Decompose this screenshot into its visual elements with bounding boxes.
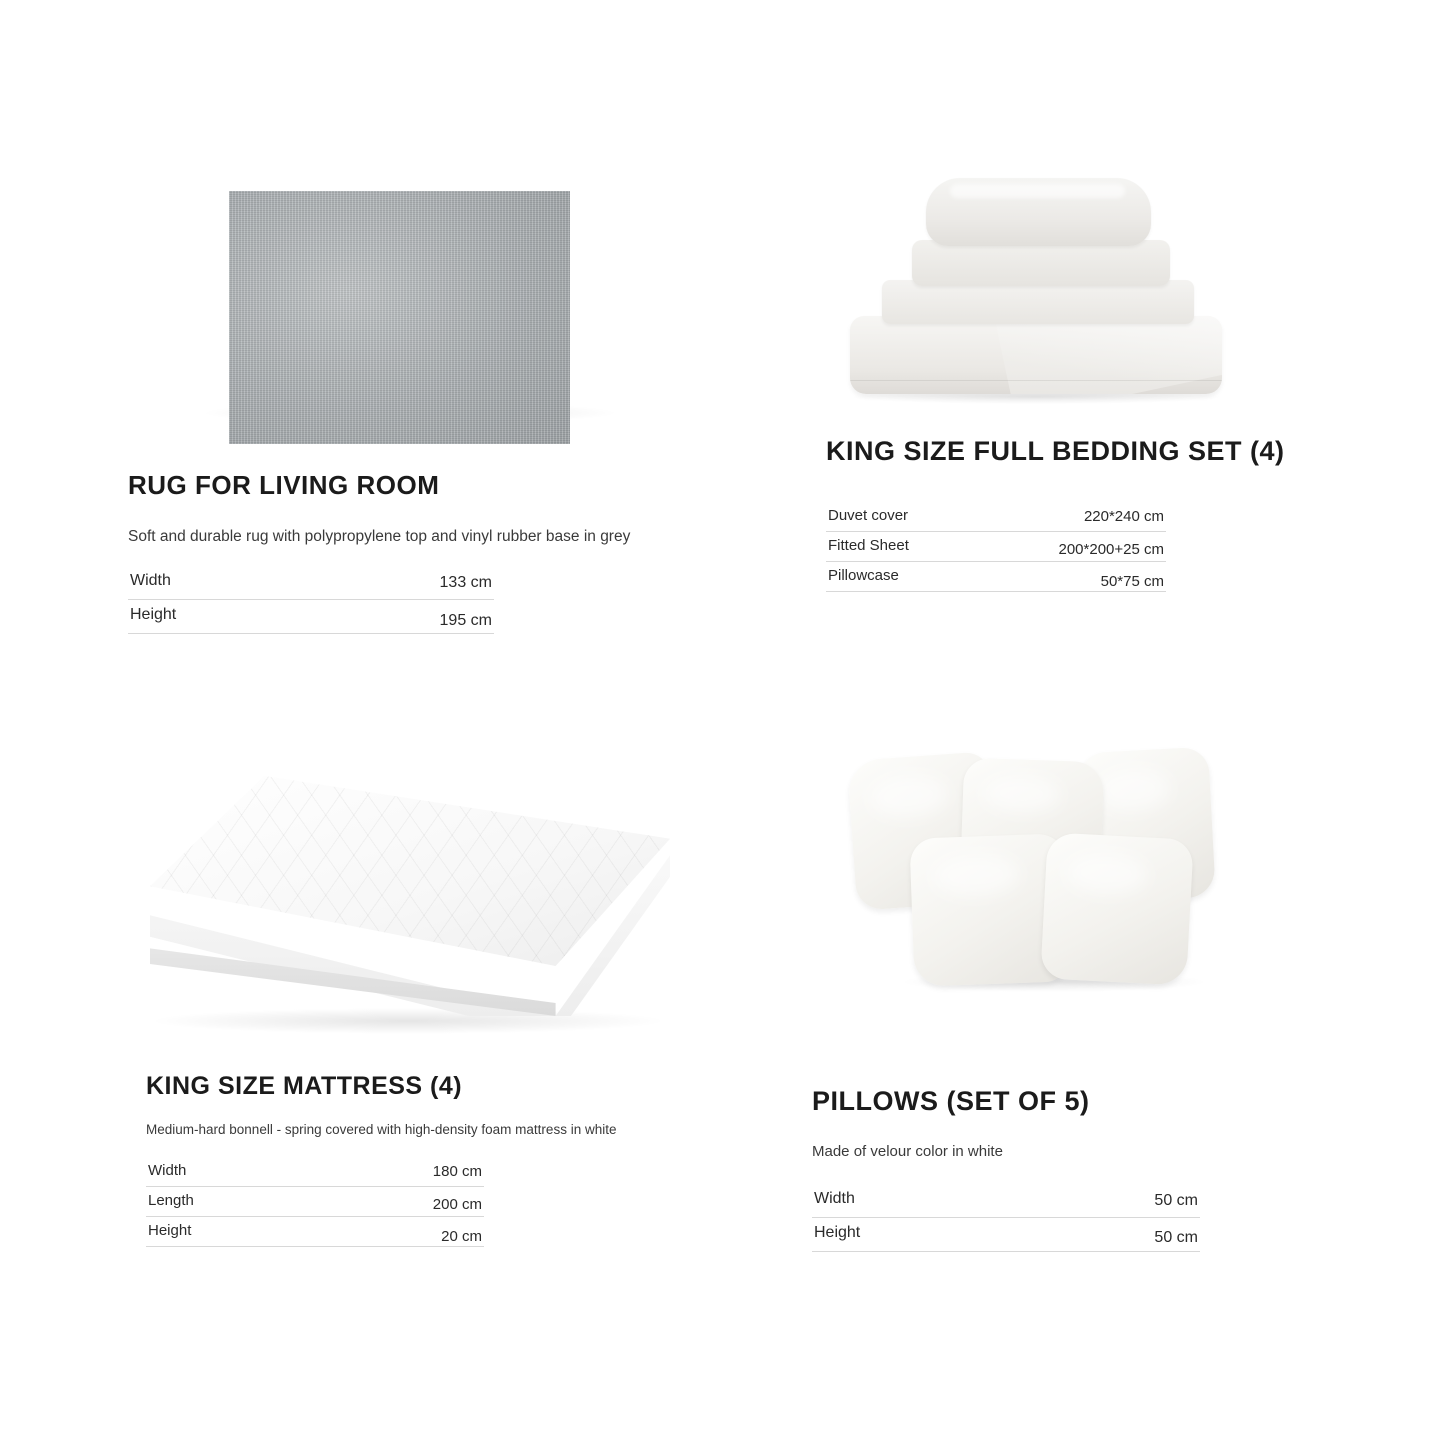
- pillows-image: [812, 740, 1282, 1058]
- product-description-mattress: Medium-hard bonnell - spring covered with high-density foam mattress in white: [146, 1122, 617, 1137]
- mattress-shape: [136, 758, 692, 1034]
- product-card-bedding-set: [826, 168, 1346, 592]
- table-row: [812, 1218, 1200, 1252]
- spec-table-rug: [128, 568, 494, 634]
- spec-value: 180 cm: [432, 1163, 482, 1180]
- spec-table-bedding-set: [826, 502, 1166, 592]
- spec-label: Width: [814, 1190, 855, 1207]
- rug-image-swatch: [229, 191, 570, 444]
- mattress-text-block: [128, 1072, 728, 1247]
- folded-duvet-shape: [850, 316, 1222, 394]
- spec-value: 133 cm: [439, 574, 492, 591]
- product-card-rug: [128, 176, 728, 634]
- product-description-pillows: Made of velour color in white: [812, 1143, 1003, 1160]
- spec-value: 200 cm: [432, 1196, 482, 1213]
- mattress-image: [128, 740, 728, 1058]
- spec-value: 220*240 cm: [1083, 508, 1164, 525]
- spec-label: Height: [148, 1222, 192, 1239]
- folded-sheet-shape: [882, 280, 1194, 324]
- spec-table-pillows: [812, 1184, 1200, 1252]
- spec-value: 200*200+25 cm: [1058, 541, 1164, 558]
- table-row: [146, 1217, 484, 1247]
- spec-value: 195 cm: [439, 612, 492, 629]
- product-card-mattress: [128, 740, 728, 1247]
- pillow-shape: [926, 178, 1151, 246]
- spec-label: Fitted Sheet: [828, 537, 909, 554]
- spec-label: Duvet cover: [828, 507, 909, 524]
- product-card-pillows: [812, 740, 1372, 1252]
- table-row: [826, 502, 1166, 532]
- spec-value: 20 cm: [441, 1228, 482, 1245]
- spec-label: Width: [148, 1162, 187, 1179]
- bedding-set-image: [826, 168, 1296, 418]
- spec-value: 50 cm: [1154, 1192, 1198, 1209]
- table-row: [146, 1157, 484, 1187]
- pillow-shape: [1040, 832, 1193, 985]
- spec-label: Width: [130, 572, 171, 589]
- spec-label: Pillowcase: [828, 567, 899, 584]
- spec-value: 50*75 cm: [1100, 573, 1164, 590]
- spec-table-mattress: [146, 1157, 484, 1247]
- spec-label: Height: [130, 606, 177, 623]
- spec-value: 50 cm: [1154, 1229, 1198, 1246]
- table-row: [812, 1184, 1200, 1218]
- rug-image: [128, 176, 728, 448]
- page-title-bedding-set: KING SIZE FULL BEDDING SET (4): [826, 436, 1285, 466]
- spec-label: Length: [148, 1192, 194, 1209]
- spec-label: Height: [814, 1224, 861, 1241]
- table-row: [128, 568, 494, 600]
- product-description-rug: Soft and durable rug with polypropylene top and vinyl rubber base in grey: [128, 528, 631, 545]
- table-row: [146, 1187, 484, 1217]
- page-title-rug: RUG FOR LIVING ROOM: [128, 470, 440, 500]
- table-row: [826, 562, 1166, 592]
- table-row: [128, 600, 494, 634]
- table-row: [826, 532, 1166, 562]
- folded-pillowcase-shape: [912, 240, 1170, 286]
- page-title-mattress: KING SIZE MATTRESS (4): [146, 1072, 463, 1100]
- page-title-pillows: PILLOWS (SET OF 5): [812, 1086, 1090, 1116]
